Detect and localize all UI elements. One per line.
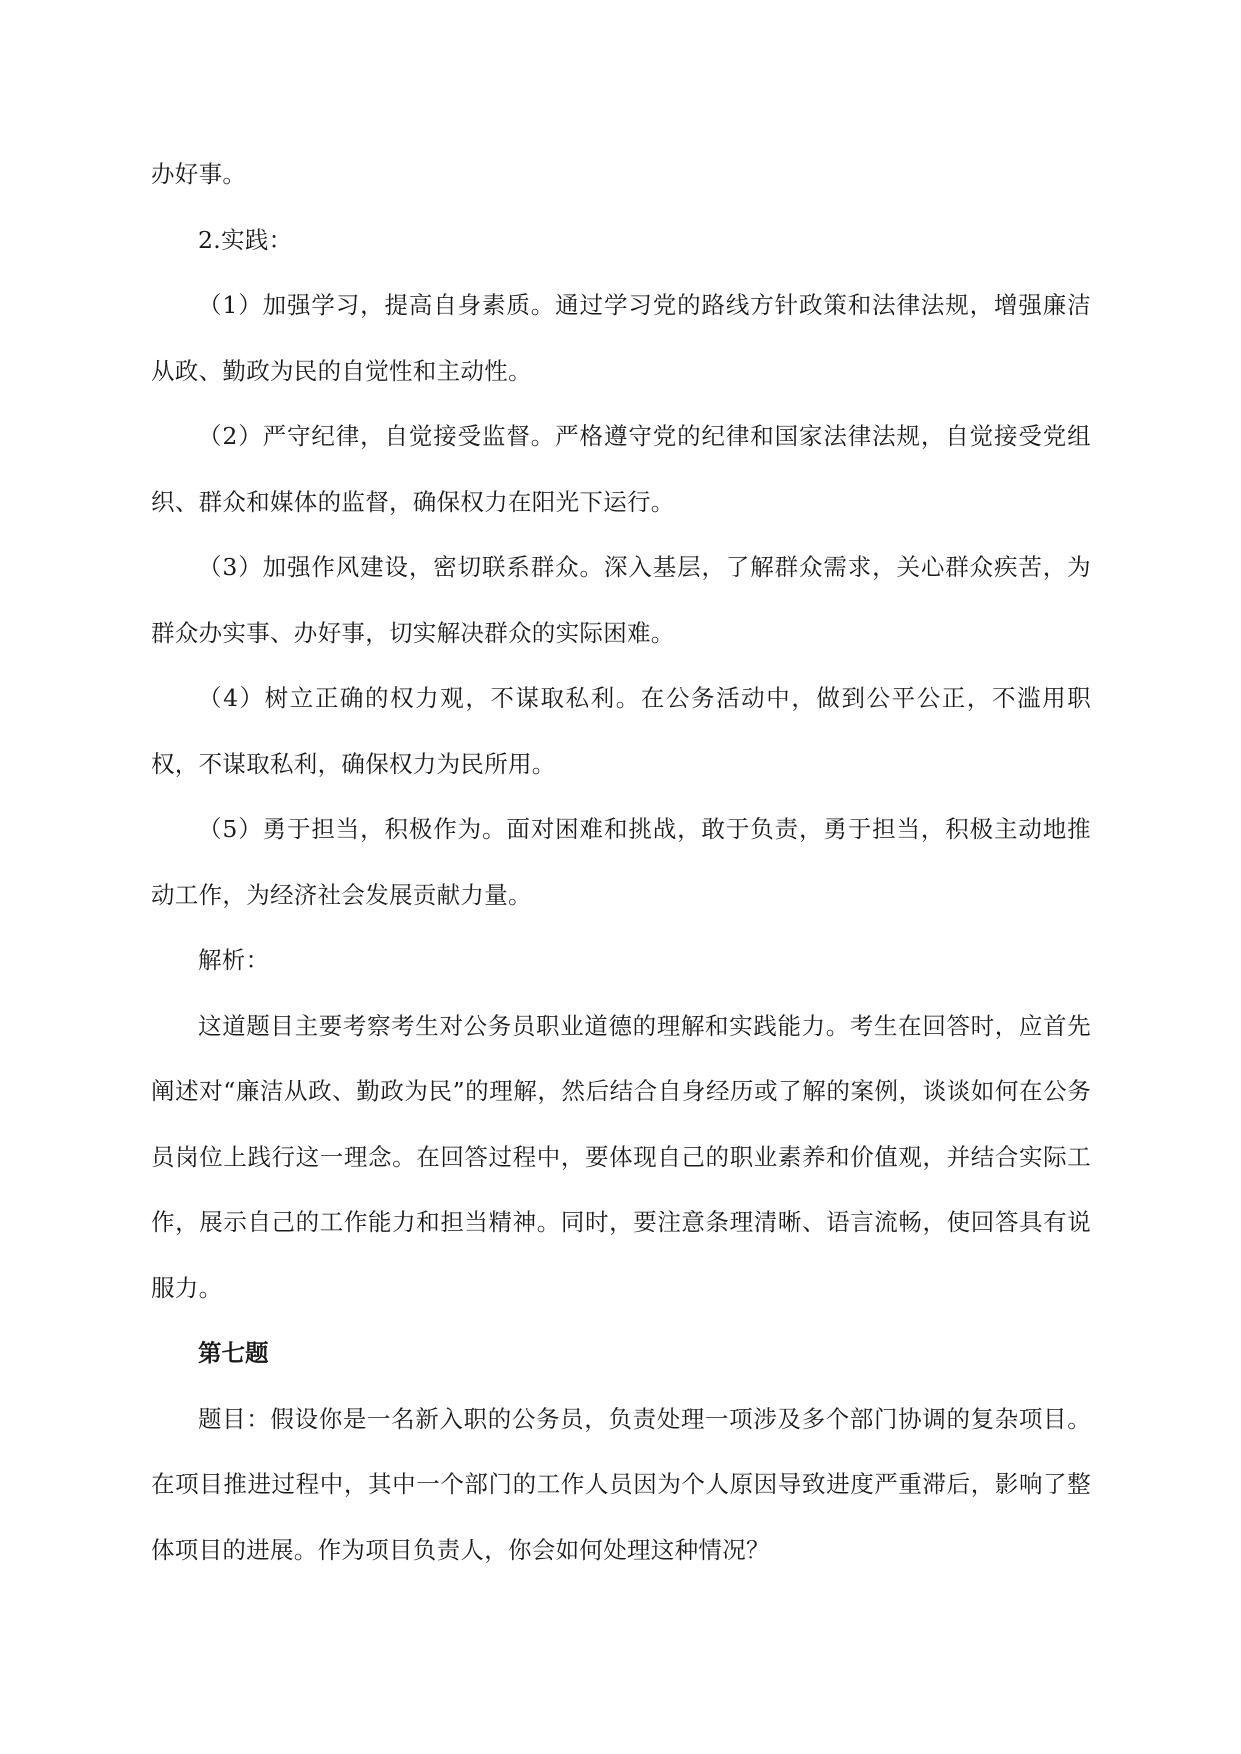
practice-item-1: （1）加强学习，提高自身素质。通过学习党的路线方针政策和法律法规，增强廉洁从政、勤政为民的自觉性和主动性。: [151, 291, 1091, 385]
question-text: 题目：假设你是一名新入职的公务员，负责处理一项涉及多个部门协调的复杂项目。在项目推进过程中，其中一个部门的工作人员因为个人原因导致进度严重滞后，影响了整体项目的进展。作为项目负责人，你会如何处理这种情况？: [151, 1404, 1091, 1564]
analysis-label: 解析：: [198, 946, 270, 974]
question-heading: 第七题: [198, 1339, 269, 1367]
analysis-text: 这道题目主要考察考生对公务员职业道德的理解和实践能力。考生在回答时，应首先阐述对“廉洁从政、勤政为民”的理解，然后结合自身经历或了解的案例，谈谈如何在公务员岗位上践行这一理念。在回答过程中，要体现自己的职业素养和价值观，并结合实际工作，展示自己的工作能力和担当精神。同时，要注意条理清晰、语言流畅，使回答具有说服力。: [151, 1011, 1091, 1302]
continuation-text: 办好事。: [151, 160, 247, 188]
practice-item-5: （5）勇于担当，积极作为。面对困难和挑战，敢于负责，勇于担当，积极主动地推动工作，为经济社会发展贡献力量。: [151, 815, 1091, 909]
practice-label: 2.实践：: [198, 225, 293, 254]
document-body: [151, 142, 1091, 1583]
practice-item-4: （4）树立正确的权力观，不谋取私利。在公务活动中，做到公平公正，不滥用职权，不谋取私利，确保权力为民所用。: [151, 684, 1091, 778]
practice-item-2: （2）严守纪律，自觉接受监督。严格遵守党的纪律和国家法律法规，自觉接受党组织、群众和媒体的监督，确保权力在阳光下运行。: [151, 422, 1091, 516]
practice-item-3: （3）加强作风建设，密切联系群众。深入基层，了解群众需求，关心群众疾苦，为群众办实事、办好事，切实解决群众的实际困难。: [151, 553, 1091, 647]
